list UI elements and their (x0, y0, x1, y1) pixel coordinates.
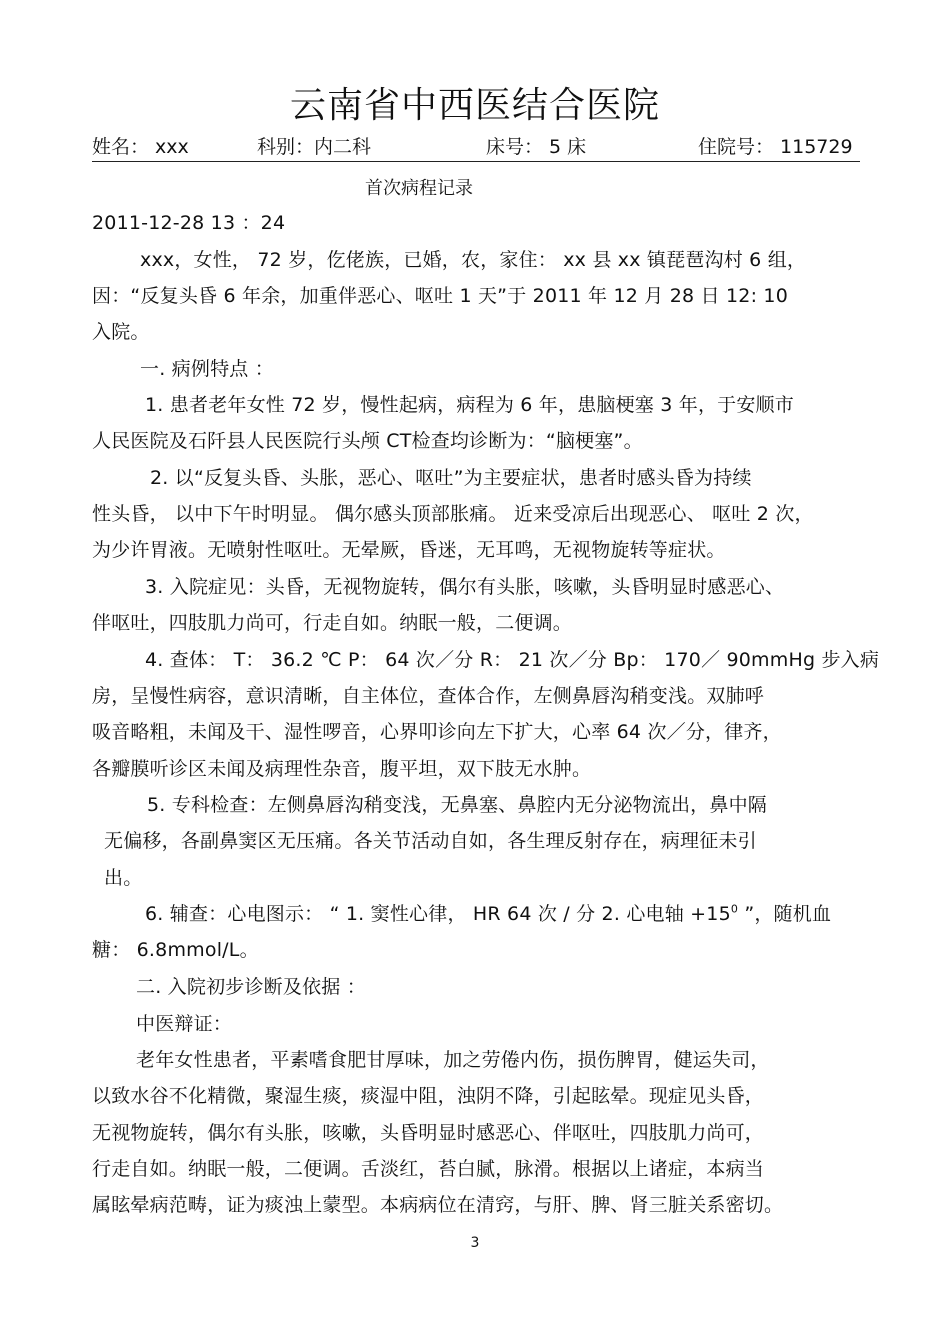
text-line: 属眩晕病范畴，证为痰浊上蒙型。本病病位在清窍，与肝、脾、肾三脏关系密切。 (92, 1194, 784, 1216)
section-heading: 二. 入院初步诊断及依据 ： (136, 976, 366, 998)
text-line: 4. 查体： T： 36.2 ℃ P： 64 次／分 R： 21 次／分 Bp： 170／ 90mmHg 步入病 (145, 649, 880, 671)
hospital-title: 云南省中西医结合医院 (289, 85, 660, 126)
header-divider (92, 161, 860, 162)
department: 科别：内二科 (257, 136, 372, 158)
text-line: 房，呈慢性病容，意识清晰，自主体位，查体合作，左侧鼻唇沟稍变浅。双肺呼 (92, 685, 765, 707)
text-line: 吸音略粗，未闻及干、湿性啰音，心界叩诊向左下扩大，心率 64 次／分，律齐， (92, 721, 782, 743)
text-line: 5. 专科检查：左侧鼻唇沟稍变浅，无鼻塞、鼻腔内无分泌物流出，鼻中隔 (147, 794, 767, 816)
text-line: 人民医院及石阡县人民医院行头颅 CT检查均诊断为：“脑梗塞”。 (92, 430, 643, 452)
text-line: 出。 (104, 867, 143, 889)
subsection-heading: 中医辩证： (136, 1013, 233, 1035)
text-line: 伴呕吐，四肢肌力尚可，行走自如。纳眠一般，二便调。 (92, 612, 573, 634)
text-line: 行走自如。纳眠一般，二便调。舌淡红，苔白腻，脉滑。根据以上诸症，本病当 (92, 1158, 765, 1180)
text-line: 糖： 6.8mmol/L。 (92, 939, 259, 961)
text-line: 老年女性患者，平素嗜食肥甘厚味，加之劳倦内伤，损伤脾胃，健运失司， (136, 1049, 770, 1071)
text-line: 因：“反复头昏 6 年余，加重伴恶心、呕吐 1 天”于 2011 年 12 月 28 日 12: 10 (92, 285, 789, 307)
text-line: 为少许胃液。无喷射性呕吐。无晕厥，昏迷，无耳鸣，无视物旋转等症状。 (92, 539, 726, 561)
text-line: 3. 入院症见：头昏，无视物旋转，偶尔有头胀，咳嗽，头昏明显时感恶心、 (145, 576, 785, 598)
page-number: 3 (470, 1235, 480, 1251)
text-line: 1. 患者老年女性 72 岁，慢性起病，病程为 6 年，患脑梗塞 3 年，于安顺市 (145, 394, 794, 416)
record-heading: 首次病程记录 (365, 178, 473, 199)
text-line: 无偏移，各副鼻窦区无压痛。各关节活动自如，各生理反射存在，病理征未引 (104, 830, 757, 852)
text-line: 以致水谷不化精微，聚湿生痰，痰湿中阻，浊阴不降，引起眩晕。现症见头昏， (92, 1085, 765, 1107)
aux-exam-line (145, 899, 831, 929)
text-line: 2. 以“反复头昏、头胀，恶心、呕吐”为主要症状，患者时感头昏为持续 (150, 467, 752, 489)
section-heading: 一. 病例特点 ： (140, 358, 274, 380)
admission-number: 住院号： 115729 (698, 136, 853, 158)
patient-name: 姓名： xxx (92, 136, 189, 158)
bed-number: 床号： 5 床 (486, 136, 587, 158)
text-line: 各瓣膜听诊区未闻及病理性杂音，腹平坦，双下肢无水肿。 (92, 758, 592, 780)
degree-superscript: 0 (730, 902, 739, 916)
text-line: xxx，女性， 72 岁，仡佬族，已婚，农，家住： xx 县 xx 镇琵琶沟村 6 组， (140, 249, 807, 271)
patient-header (92, 132, 860, 162)
text-line: 性头昏， 以中下午时明显。 偶尔感头顶部胀痛。 近来受凉后出现恶心、 呕吐 2 次， (92, 503, 814, 525)
aux-exam-text: 6. 辅查：心电图示： “ 1. 窦性心律， HR 64 次 / 分 2. 心电轴 +15 (145, 903, 731, 925)
aux-exam-text-end: ”，随机血 (738, 903, 832, 925)
text-line: 无视物旋转，偶尔有头胀，咳嗽，头昏明显时感恶心、伴呕吐，四肢肌力尚可， (92, 1122, 765, 1144)
record-datetime: 2011-12-28 13 ：24 (92, 212, 286, 234)
text-line: 入院。 (92, 321, 150, 343)
